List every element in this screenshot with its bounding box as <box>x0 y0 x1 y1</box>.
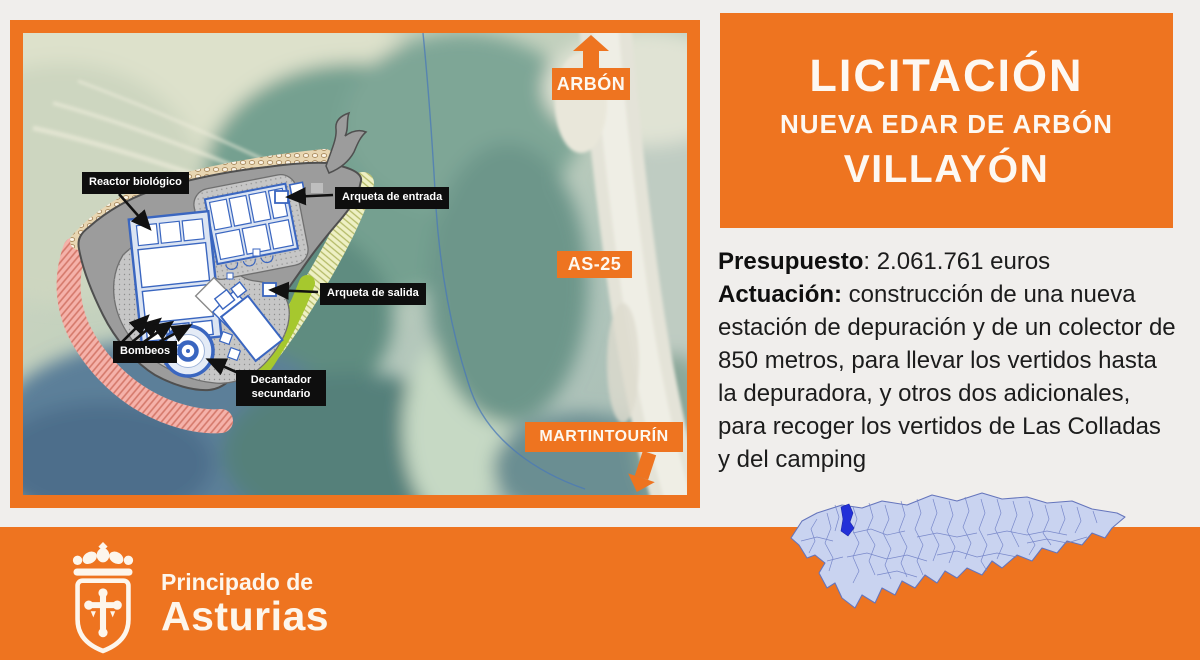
municipality-title: VILLAYÓN <box>843 147 1050 191</box>
org-line2: Asturias <box>161 593 330 639</box>
actuacion-line <box>718 281 1176 473</box>
org-line1: Principado de <box>161 569 314 595</box>
asturias-municipalities-map <box>786 483 1128 613</box>
north-arrow-stem <box>583 49 599 69</box>
decantador-label <box>236 370 326 406</box>
as25-road-tag: AS-25 <box>557 251 632 278</box>
asturias-outline <box>791 493 1125 608</box>
asturias-logo <box>64 541 142 655</box>
footer-org-name <box>161 569 329 637</box>
headline-box <box>720 13 1173 228</box>
actuacion-label: Actuación: <box>718 281 843 308</box>
crown-icon <box>73 542 133 576</box>
actuacion-text: construcción de una nueva estación de depuración y de un colector de 850 metros, para llevar los vertidos hasta la depuradora, y otros dos adicionales, para recoger los vertidos de Las Colladas y del camping <box>718 281 1176 473</box>
presupuesto-label: Presupuesto <box>718 248 864 275</box>
martintourin-tag: MARTINTOURÍN <box>525 422 683 452</box>
arqueta-entrada-label: Arqueta de entrada <box>335 187 449 209</box>
bombeos-label: Bombeos <box>113 341 177 363</box>
small-building <box>311 183 323 193</box>
presupuesto-value: : 2.061.761 euros <box>863 248 1051 275</box>
south-arrow-stem <box>635 451 656 480</box>
arqueta-entrada-box <box>275 191 288 203</box>
arbon-tag: ARBÓN <box>552 68 630 100</box>
reactor-label: Reactor biológico <box>82 172 189 194</box>
site-map-frame <box>10 20 700 508</box>
page-title: LICITACIÓN <box>809 49 1084 101</box>
reactor-building <box>129 211 222 345</box>
presupuesto-line <box>718 248 1050 275</box>
decantador-label-line2: secundario <box>251 387 311 400</box>
arqueta-salida-label: Arqueta de salida <box>320 283 426 305</box>
details-text <box>718 245 1176 476</box>
victory-cross-icon <box>84 588 122 637</box>
decantador-label-line1: Decantador <box>250 374 312 386</box>
shield-icon <box>78 581 129 651</box>
project-subtitle: NUEVA EDAR DE ARBÓN <box>780 108 1113 139</box>
aerial-photo <box>23 33 687 495</box>
